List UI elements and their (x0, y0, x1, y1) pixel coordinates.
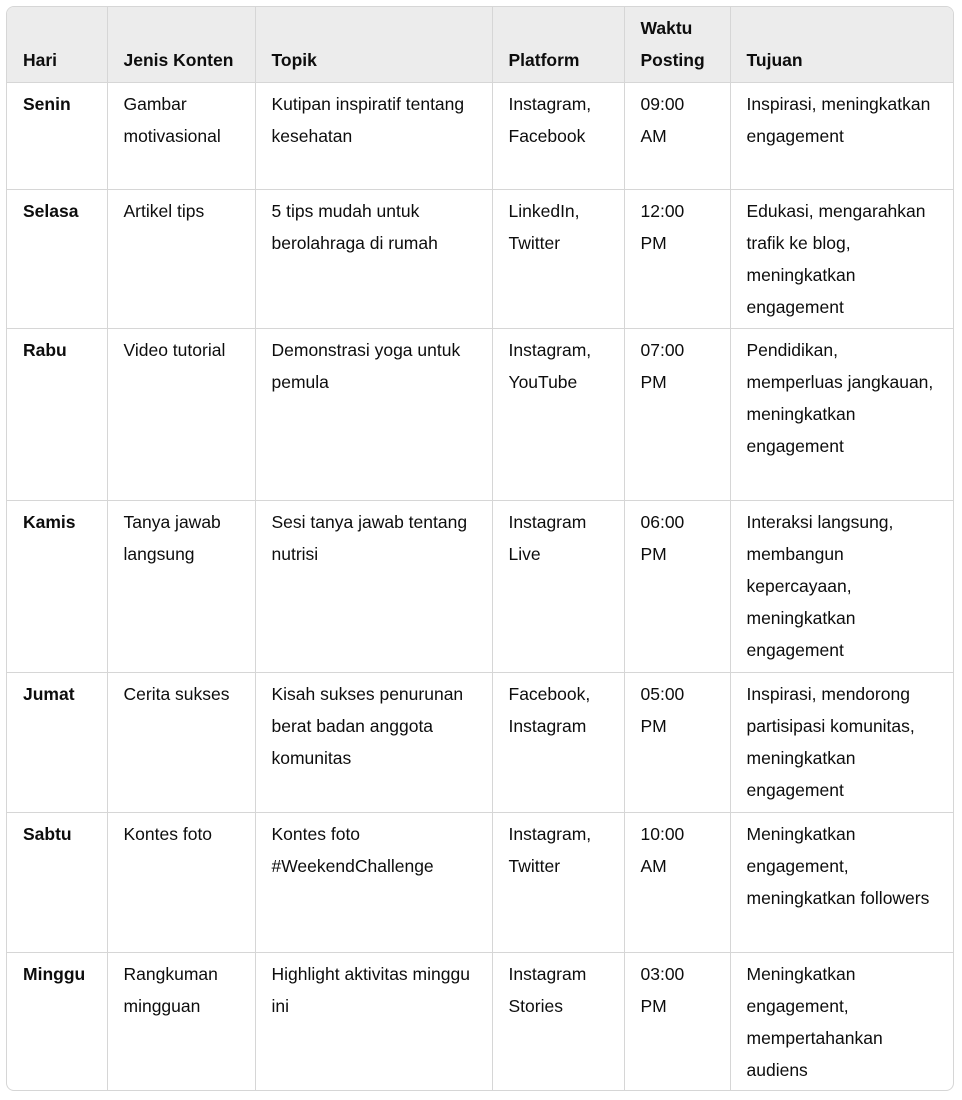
cell-waktu-posting: 10:00 AM (624, 813, 730, 953)
cell-platform: Instagram Live (492, 501, 624, 673)
cell-hari: Jumat (7, 673, 107, 813)
cell-topik: Demonstrasi yoga untuk pemula (255, 329, 492, 501)
table-row (7, 813, 954, 953)
cell-hari: Selasa (7, 190, 107, 329)
cell-hari: Sabtu (7, 813, 107, 953)
cell-jenis-konten: Cerita sukses (107, 673, 255, 813)
cell-topik: Kutipan inspiratif tentang kesehatan (255, 83, 492, 190)
table-body (7, 83, 954, 1092)
cell-platform: Instagram Stories (492, 953, 624, 1092)
table-row (7, 329, 954, 501)
cell-jenis-konten: Rangkuman mingguan (107, 953, 255, 1092)
cell-jenis-konten: Gambar motivasional (107, 83, 255, 190)
cell-waktu-posting: 03:00 PM (624, 953, 730, 1092)
cell-jenis-konten: Kontes foto (107, 813, 255, 953)
header-topik: Topik (255, 7, 492, 83)
cell-platform: Instagram, Twitter (492, 813, 624, 953)
cell-hari: Minggu (7, 953, 107, 1092)
cell-topik: Kontes foto #WeekendChallenge (255, 813, 492, 953)
cell-waktu-posting: 06:00 PM (624, 501, 730, 673)
table-row (7, 501, 954, 673)
header-row (7, 7, 954, 83)
cell-tujuan: Meningkatkan engagement, mempertahankan audiens (746, 964, 883, 1080)
cell-platform: LinkedIn, Twitter (492, 190, 624, 329)
cell-waktu-posting: 05:00 PM (624, 673, 730, 813)
cell-hari: Rabu (7, 329, 107, 501)
cell-jenis-konten: Tanya jawab langsung (107, 501, 255, 673)
cell-jenis-konten: Artikel tips (107, 190, 255, 329)
cell-tujuan: Inspirasi, meningkatkan engagement (730, 83, 954, 190)
header-hari: Hari (7, 7, 107, 83)
cell-topik: Highlight aktivitas minggu ini (255, 953, 492, 1092)
cell-jenis-konten: Video tutorial (107, 329, 255, 501)
header-tujuan: Tujuan (730, 7, 954, 83)
table-header (7, 7, 954, 83)
cell-waktu-posting: 09:00 AM (624, 83, 730, 190)
table-row (7, 190, 954, 329)
header-waktu-posting: Waktu Posting (624, 7, 730, 83)
cell-platform: Instagram, Facebook (492, 83, 624, 190)
cell-platform: Instagram, YouTube (492, 329, 624, 501)
table-row (7, 673, 954, 813)
cell-hari: Senin (7, 83, 107, 190)
cell-tujuan: Inspirasi, mendorong partisipasi komunitas, meningkatkan engagement (730, 673, 954, 813)
content-calendar-table (7, 7, 954, 1091)
cell-waktu-posting: 07:00 PM (624, 329, 730, 501)
header-jenis-konten: Jenis Konten (107, 7, 255, 83)
cell-tujuan: Edukasi, mengarahkan trafik ke blog, meningkatkan engagement (730, 190, 954, 329)
table-row (7, 953, 954, 1092)
cell-waktu-posting: 12:00 PM (624, 190, 730, 329)
cell-topik: 5 tips mudah untuk berolahraga di rumah (255, 190, 492, 329)
header-platform: Platform (492, 7, 624, 83)
content-calendar-table-container (6, 6, 954, 1091)
table-row (7, 83, 954, 190)
cell-tujuan: Pendidikan, memperluas jangkauan, meningkatkan engagement (730, 329, 954, 501)
cell-topik: Kisah sukses penurunan berat badan anggota komunitas (255, 673, 492, 813)
cell-platform: Facebook, Instagram (492, 673, 624, 813)
cell-tujuan: Interaksi langsung, membangun kepercayaan, meningkatkan engagement (730, 501, 954, 673)
cell-hari: Kamis (7, 501, 107, 673)
cell-tujuan: Meningkatkan engagement, meningkatkan followers (730, 813, 954, 953)
cell-topik: Sesi tanya jawab tentang nutrisi (255, 501, 492, 673)
